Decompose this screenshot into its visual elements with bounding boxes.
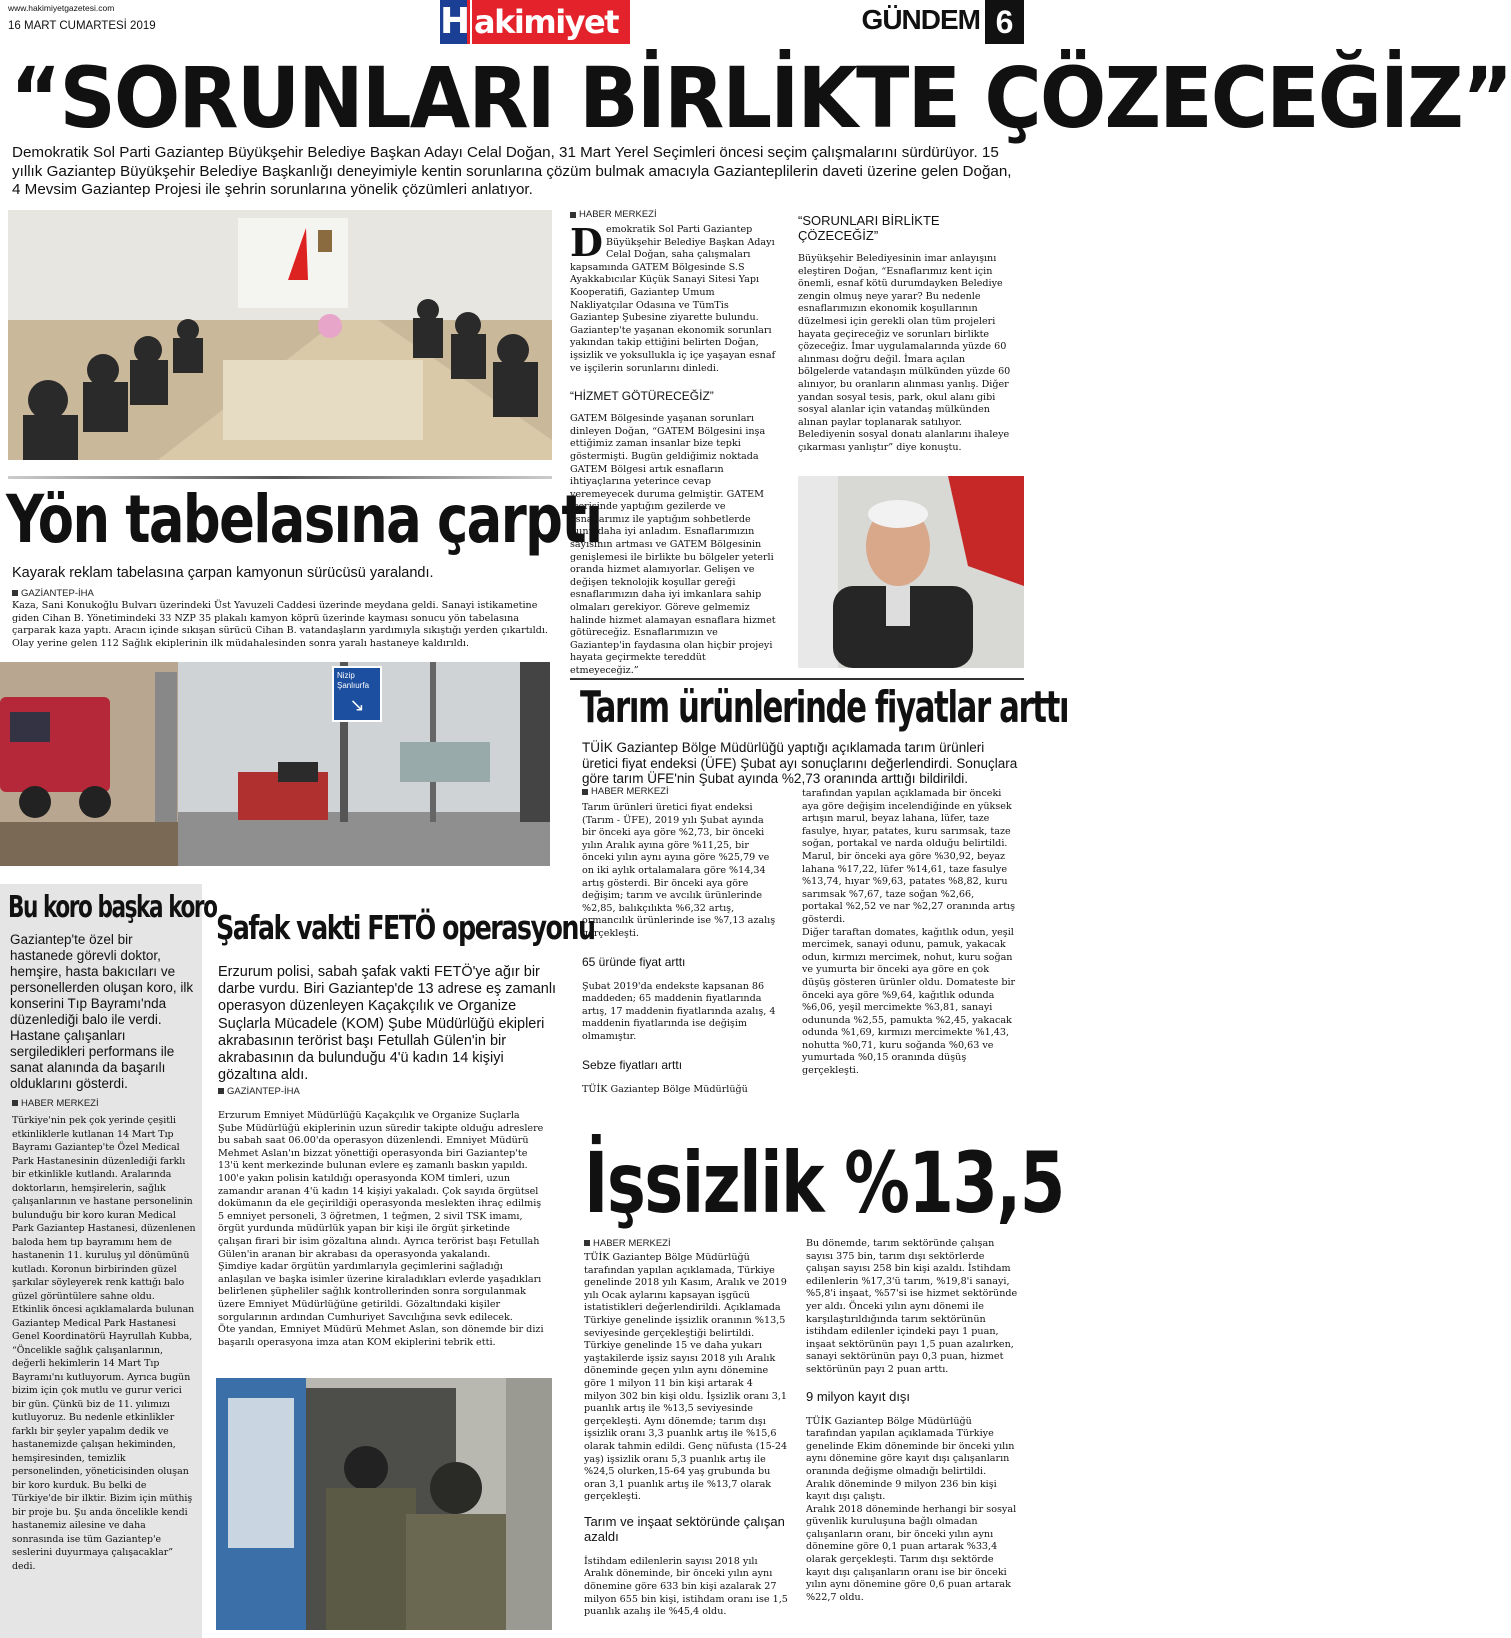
unemployment-text-2: İstihdam edilenlerin sayısı 2018 yılı Aralık döneminde, bir önceki yılın aynı dönemine göre 633 bin kişi azalarak 27 milyon 655 bin kişi, istihdam oranı ise 1,5 puanlık azalış ile %45,4 oldu.	[584, 1555, 788, 1618]
choir-text-2: Etkinlik öncesi açıklamalarda bulunan Gaziantep Medical Park Hastanesi Genel Koordinatörü Hayrullah Kubba, “Öncelikle sağlık çalışanlarının, değerli hekimlerin 14 Mart Tıp Bayramı'nı kutluyorum. Ayrıca bugün bizim için çok mutlu ve gurur verici bir gün. Çünkü biz de 11. yılımızı kutluyoruz. Bu nedenle etkinlikler farklı bir şeyler yapalım dedik ve hastanemizde çalışan hekiminden, hemşiresinden, temizlik personelinden, yöneticisinden oluşan bir koro kurduk. Bu belki de Türkiye'de bir ilktir. Bizim için müthiş bir proje bu. Şu anda öncelikle kendi hastanemiz ailesine ve daha sonrasında ise tüm Gaziantep'e seslerini duyurmaya çalışacaklar” dedi.	[12, 1304, 195, 1572]
farm-spot: TÜİK Gaziantep Bölge Müdürlüğü yaptığı açıklamada tarım ürünleri üretici fiyat endeksi (ÜFE) Şubat ayı sonuçlarını değerlendirdi. Sonuçlara göre tarım ÜFE'nin Şubat ayında %2,73 oranında arttığı bildirildi.	[582, 740, 1018, 786]
section-label: GÜNDEM	[861, 4, 980, 35]
accident-text: Kaza, Sani Konukoğlu Bulvarı üzerindeki Üst Yavuzeli Caddesi üzerinde meydana geldi. Sanayi istikametine giden Cihan B. Yönetimindeki 33 NZP 35 plakalı kamyon köprü üzerinde kayması sonucu yön tabelasına çarparak kaza yaptı. Aracın içinde sıkışan sürücü Cihan B. vatandaşların yardımıyla sıkıştığı yerden çıkartıldı. Olay yerine gelen 112 Sağlık ekiplerinin ilk müdahalesinden sonra yaralı hastaneye kaldırıldı.	[12, 600, 548, 649]
feto-text-2: Şimdiye kadar örgütün yardımlarıyla geçimlerini sağladığı anlaşılan ve başka isimler üzerine kiraladıkları evlerde yaşadıkları belirlenen şüpheliler sağlık kontrollerinden sonra sorgulanmak üzere Emniyet Müdürlüğüne getirildi. Gözaltındaki kişiler sorgularının ardından Cumhuriyet Savcılığına sevk edilecek.	[218, 1261, 542, 1323]
main-subhead-1: “HİZMET GÖTÜRECEĞİZ”	[570, 389, 714, 404]
bullet-square-icon	[582, 789, 588, 795]
feto-agency: GAZİANTEP-İHA	[218, 1084, 398, 1098]
farm-text-5: Diğer taraftan domates, kağıtlık odun, yeşil mercimek, sanayi odunu, pamuk, yakacak odun, kırmızı mercimek, nohut, kuru soğan ve yumurta bir önceki aya göre en çok düşüş gösteren ürünler oldu. Domateste bir önceki aya göre %9,64, kağıtlık odunda %6,06, yeşil mercimekte %3,81, sanayi odununda %2,55, pamukta %2,45, yakacak odunda %1,69, kırmızı mercimekte %1,43, nohutta %0,71, kuru soğanda %0,63 ve yumurtada %0,15 oranında düşüş gerçekleşti.	[802, 926, 1016, 1077]
main-body-col1	[570, 209, 777, 674]
meeting-photo-illustration	[8, 210, 552, 460]
logo-mark: H	[440, 1, 471, 42]
bullet-square-icon	[12, 1100, 18, 1106]
dropcap: D	[570, 220, 603, 265]
farm-headline: Tarım ürünlerinde fiyatlar arttı	[580, 682, 1069, 733]
unemployment-col1	[584, 1252, 788, 1632]
accident-headline: Yön tabelasına çarptı	[6, 481, 602, 558]
farm-col2	[802, 788, 1016, 1093]
farm-agency: HABER MERKEZİ	[582, 786, 780, 797]
accident-photo-illustration	[0, 662, 550, 866]
bullet-square-icon	[570, 212, 576, 218]
unemployment-col2	[806, 1238, 1018, 1632]
road-sign-line2: Şanlıurfa	[337, 681, 370, 690]
choir-headline: Bu koro başka koro	[8, 890, 217, 925]
farm-col1	[582, 786, 780, 1096]
unemployment-text-3: Bu dönemde, tarım sektöründe çalışan sayısı 375 bin, tarım dışı sektörlerde çalışan sayısı 258 bin kişi azaldı. İstihdam edilenlerin %17,3'ü tarım, %19,8'i sanayi, %5,8'i inşaat, %57'si ise hizmet sektöründe yer aldı. Önceki yılın aynı dönemi ile karşılaştırıldığında tarım sektörünün istihdam edilenler içindeki payı 1 puan, inşaat sektörünün payı 1,5 puan azalırken, sanayi sektörünün payı 0,3 puan, hizmet sektörünün payı 2 puan arttı.	[806, 1238, 1018, 1375]
unemployment-headline: İşsizlik %13,5	[584, 1134, 1064, 1232]
bullet-square-icon	[12, 590, 18, 596]
farm-subhead-1: 65 üründe fiyat arttı	[582, 954, 686, 969]
unemployment-subhead-1: Tarım ve inşaat sektöründe çalışan azaldı	[584, 1513, 785, 1544]
road-sign-line1: Nizip	[337, 671, 355, 680]
farm-text-2: Şubat 2019'da endekste kapsanan 86 maddeden; 65 maddenin fiyatlarında artış, 17 maddenin fiyatlarında azalış, 4 maddenin fiyatlarında ise değişim olmamıştır.	[582, 980, 776, 1042]
farm-text-3: TÜİK Gaziantep Bölge Müdürlüğü	[582, 1083, 748, 1095]
police-photo-illustration	[216, 1378, 552, 1630]
accident-agency: GAZİANTEP-İHA	[12, 586, 212, 600]
feto-spot: Erzurum polisi, sabah şafak vakti FETÖ'ye ağır bir darbe vurdu. Biri Gaziantep'de 13 adrese eş zamanlı operasyon düzenleyen Kaçakçılık ve Organize Suçlarla Mücadele (KOM) Şube Müdürlüğü ekipleri akrabasının terörist başı Fetullah Gülen'in bir akrabasının da bulunduğu 4'ü kadın 14 kişiyi gözaltına aldı.	[218, 964, 557, 1084]
feto-text-3: Öte yandan, Emniyet Müdürü Mehmet Aslan, son dönemde bir dizi başarılı operasyona imza atan KOM ekiplerini tebrik etti.	[218, 1324, 544, 1348]
meeting-photo	[8, 210, 552, 460]
site-url[interactable]: www.hakimiyetgazetesi.com	[8, 3, 115, 13]
accident-photo	[0, 662, 550, 866]
main-headline: “SORUNLARI BİRLİKTE ÇÖZECEĞİZ”	[10, 49, 1511, 147]
candidate-photo-illustration	[798, 476, 1024, 668]
main-spot: Demokratik Sol Parti Gaziantep Büyükşehir Belediye Başkan Adayı Celal Doğan, 31 Mart Yerel Seçimleri öncesi seçim çalışmalarını sürdürüyor. 15 yıllık Gaziantep Büyükşehir Belediye Başkanlığı deneyimiyle kentin sorunlarına çözüm bulmak amacıyla Gazianteplilerin daveti üzerine gelen Doğan, 4 Mevsim Gaziantep Projesi ile şehrin sorunlarına yönelik çözümleri anlatıyor.	[12, 144, 1012, 198]
farm-text-4: tarafından yapılan açıklamada bir önceki aya göre değişim incelendiğinde en yüksek artışın marul, beyaz lahana, lüfer, taze fasulye, hıyar, patates, kuru sarımsak, taze soğan, portakal ve narda olduğu belirtildi. Marul, bir önceki aya göre %30,92, beyaz lahana %17,22, lüfer %14,61, taze fasulye %13,74, hıyar %9,63, patates %8,82, kuru sarımsak %7,67, taze soğan %2,66, portakal %2,52 ve nar %2,27 oranında artış gösterdi.	[802, 788, 1016, 925]
choir-spot: Gaziantep'te özel bir hastanede görevli doktor, hemşire, hasta bakıcıları ve personellerden oluşan koro, ilk konserini Tıp Bayramı'nda düzenlediği balo ile verdi. Hastane çalışanları sergiledikleri performans ile sanat alanında da başarılı olduklarını gösterdi.	[10, 932, 194, 1091]
bullet-square-icon	[218, 1088, 224, 1094]
main-agency: HABER MERKEZİ	[570, 209, 777, 220]
feto-headline: Şafak vakti FETÖ operasyonu	[216, 908, 595, 947]
main-body-col2	[798, 209, 1016, 471]
main-text-2: Büyükşehir Belediyesinin imar anlayışını eleştiren Doğan, “Esnaflarımız kent için önemli, esnaf kötü durumdayken Belediye zengin olmuş neye yarar? Bu nedenle esnaflarımızın ekonomik koşullarının düzelmesi için gerekli olan tüm projeleri hayata geçireceğiz ve sorunları birlikte çözeceğiz. İmar uygulamalarında yüzde 60 alınması doğru değil. İmara açılan bölgelerde vatandaşın mülkünden yüzde 60 alınıyor, bu oranların alınması yanlış. Diğer yandan sosyal tesis, park, okul alanı gibi sosyal alanlar için vatandaş mülkünden alınan paylar toplanarak satılıyor. Belediyenin sosyal donatı alanlarını ihaleye çıkarması yanlıştır” diye konuştu.	[798, 253, 1011, 453]
choir-agency: HABER MERKEZİ	[12, 1096, 192, 1110]
divider	[8, 476, 552, 479]
unemployment-agency: HABER MERKEZİ	[584, 1236, 764, 1250]
unemployment-text-1: TÜİK Gaziantep Bölge Müdürlüğü tarafından yapılan açıklamada, Türkiye genelinde 2018 yılı Kasım, Aralık ve 2019 yılı Ocak aylarını kapsayan işgücü istatistikleri değerlendirildi. Açıklamada Türkiye genelinde işsizlik oranının %13,5 seviyesinde gerçekleştiği belirtildi. Türkiye genelinde 15 ve daha yukarı yaştakilerde işsiz sayısı 2018 yılı Aralık döneminde geçen yılın aynı dönemine göre 1 milyon 11 bin kişi artarak 4 milyon 302 bin kişi oldu. İşsizlik oranı 3,1 puanlık artış ile %13,5 seviyesinde gerçekleşti. Aynı dönemde; tarım dışı işsizlik oranı 3,3 puanlık artış ile %15,6 olarak tahmin edildi. Genç nüfusta (15-24 yaş) işsizlik oranı 5,3 puanlık artış ile %24,5 olurken,15-64 yaş grubunda bu oran 3,1 puanlık artış ile %13,7 olarak gerçekleşti.	[584, 1252, 788, 1503]
issue-date: 16 MART CUMARTESİ 2019	[8, 20, 156, 32]
logo[interactable]	[440, 0, 630, 44]
unemployment-text-5: Aralık 2018 döneminde herhangi bir sosyal güvenlik kuruluşuna bağlı olmadan çalışanların oranı, bir önceki yılın aynı dönemine göre 0,1 puan artarak %33,4 olarak gerçekleşti. Tarım dışı sektörde kayıt dışı çalışanların oranı ise bir önceki yılın aynı dönemine göre 0,6 puan artarak %22,7 oldu.	[806, 1503, 1017, 1603]
main-intro: Demokratik Sol Parti Gaziantep Büyükşehir Belediye Başkan Adayı Celal Doğan, saha çalışmaları kapsamında GATEM Bölgesinde S.S Ayakkabıcılar Küçük Sanayi Sitesi Yapı Kooperatifi, Gaziantep Umum Nakliyatçılar Odasına ve TümTis Gaziantep Şubesine ziyarette bulundu. Gaziantep'te yaşanan ekonomik sorunları yakından takip ettiğini belirten Doğan, işsizlik ve yoksullukla iç içe yaşayan esnaf ve işçilerin sorunlarını dinledi.	[570, 220, 776, 374]
candidate-photo	[798, 476, 1024, 668]
choir-body	[12, 1114, 196, 1634]
farm-text-1: Tarım ürünleri üretici fiyat endeksi (Tarım - ÜFE), 2019 yılı Şubat ayında bir önceki aya göre %2,73, bir önceki yılın Aralık ayına göre %11,25, bir önceki yılın aynı ayına göre %25,79 ve on iki aylık ortalamalara göre %14,34 artış gösterdi. Bir önceki aya göre değişim; tarım ve avcılık ürünlerinde %2,85, balıkçılıkta %6,32 artış, ormancılık ürünlerinde ise %7,13 azalış gerçekleşti.	[582, 802, 776, 939]
unemployment-text-4: TÜİK Gaziantep Bölge Müdürlüğü tarafından yapılan açıklamada Türkiye genelinde Ekim döneminde bir önceki yılın aynı dönemine göre kayıt dışı çalışanların oranında değişme olmadığı belirtildi. Aralık döneminde 9 milyon 236 bin kişi kayıt dışı çalıştı.	[806, 1415, 1015, 1503]
main-text-1: GATEM Bölgesinde yaşanan sorunları dinleyen Doğan, “GATEM Bölgesini inşa ettiğimiz zaman insanlar bize tepki göstermişti. Bugün geldiğimiz noktada GATEM Bölgesi artık esnafların ihtiyaçlarına yeterince cevap veremeyecek duruma gelmiştir. GATEM içerisinde yaptığım gezilerde ve esnaflarımız ile yaptığım sohbetlerde bunu daha iyi anladım. Esnaflarımızın sayısının artması ve GATEM Bölgesinin genişlemesi ile birlikte bu bölgeler yeterli oranda hizmet alamıyorlar. Gelişen ve değişen teknolojik koşullar gereği esnaflarımızın daha iyi imkanlara sahip olmaları gerekiyor. Göreve gelmemiz halinde hizmet alamayan esnaflara hizmet götüreceğiz. Esnaflarımızın ve Gaziantep'in faydasına olan hiçbir projeyi hayata geçirmekte tereddüt etmeyeceğiz.”	[570, 413, 776, 676]
page-number: 6	[985, 0, 1024, 44]
arrow-down-right-icon: ↘	[349, 695, 365, 715]
road-sign	[332, 666, 382, 722]
accident-spot: Kayarak reklam tabelasına çarpan kamyonun sürücüsü yaralandı.	[12, 565, 434, 581]
police-photo	[216, 1378, 552, 1630]
farm-subhead-2: Sebze fiyatları arttı	[582, 1057, 683, 1072]
feto-text-1: Erzurum Emniyet Müdürlüğü Kaçakçılık ve Organize Suçlarla Şube Müdürlüğü ekiplerinin uzun süredir takipte olduğu adreslere bu sabah saat 06.00'da operasyon düzenlendi. Emniyet Müdürü Mehmet Aslan'ın bizzat yönettiği operasyonda biri Gaziantep'te 13'ü kent merkezinde bulunan evlere eş zamanlı baskın yapıldı. 100'e yakın polisin katıldığı operasyonda KOM timleri, uzun zamandır aranan 4'ü kadın 14 kişiyi yakaladı. Çok sayıda örgütsel dokümanın da ele geçirildiği operasyonda meslekten ihraç edilmiş 5 emniyet personeli, 3 öğretmen, 1 teğmen, 2 sivil TSK imamı, örgüt yurdunda müdürlük yapan bir kişi ile örgüt şirketinde çalışan firari bir isim gözaltına alındı. Ayrıca terörist başı Fetullah Gülen'in aranan bir akrabası da operasyonda yakalandı.	[218, 1110, 544, 1260]
main-subhead-2: “SORUNLARI BİRLİKTE ÇÖZECEĞİZ”	[798, 213, 940, 243]
bullet-square-icon	[584, 1240, 590, 1246]
choir-text-1: Türkiye'nin pek çok yerinde çeşitli etkinliklerle kutlanan 14 Mart Tıp Bayramı Gaziantep'te Özel Medical Park Hastanesinin düzenlediği farklı bir etkinlikle kutlandı. Aralarında doktorların, hemşirelerin, sağlık çalışanlarının ve hastane personelinin bulunduğu bir koro kuran Medical Park Gaziantep Hastanesi, düzenlenen baloda hem tıp bayramını hem de hastanenin 11. kuruluş yıl dönümünü kutladı. Koronun birbirinden güzel şarkılar söyleyerek renk kattığı balo güzel görüntülere sahne oldu.	[12, 1115, 196, 1302]
unemployment-subhead-2: 9 milyon kayıt dışı	[806, 1388, 911, 1404]
logo-text: akimiyet	[472, 0, 630, 44]
feto-body	[218, 1110, 546, 1372]
